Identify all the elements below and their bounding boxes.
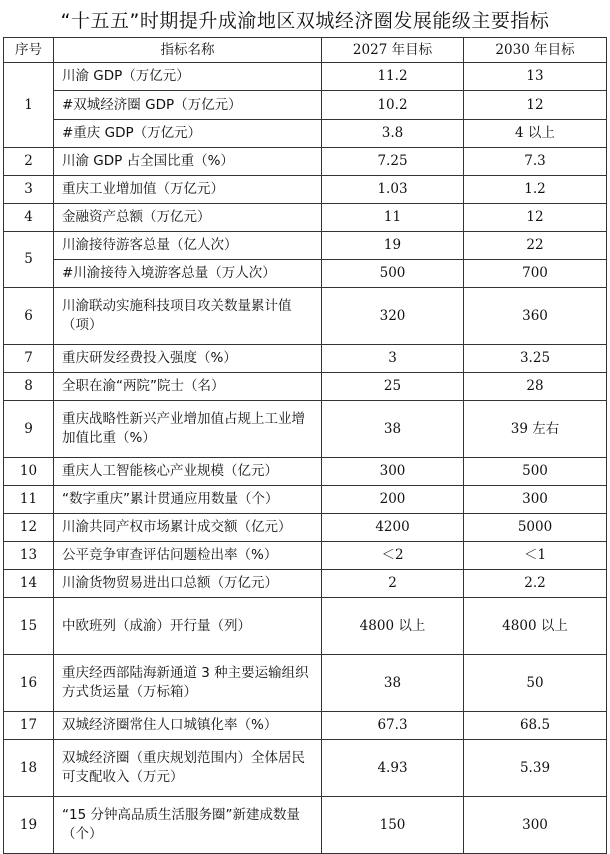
target-2030: 2.2 bbox=[464, 570, 607, 598]
row-index: 1 bbox=[4, 63, 54, 148]
indicator-name: 双城经济圈常住人口城镇化率（%） bbox=[54, 712, 322, 740]
target-2027: 300 bbox=[322, 458, 464, 486]
row-index: 16 bbox=[4, 655, 54, 712]
indicator-name: 川渝 GDP 占全国比重（%） bbox=[54, 148, 322, 176]
target-2027: 2 bbox=[322, 570, 464, 598]
row-index: 14 bbox=[4, 570, 54, 598]
indicator-name: #重庆 GDP（万亿元） bbox=[54, 120, 322, 148]
target-2030: 13 bbox=[464, 63, 607, 91]
header-2027-target: 2027 年目标 bbox=[322, 38, 464, 63]
indicator-name: 川渝共同产权市场累计成交额（亿元） bbox=[54, 514, 322, 542]
target-2027: 500 bbox=[322, 260, 464, 288]
target-2030: 22 bbox=[464, 232, 607, 260]
target-2027: 11 bbox=[322, 204, 464, 232]
table-row bbox=[4, 148, 607, 176]
target-2027: 320 bbox=[322, 288, 464, 345]
indicator-name: 双城经济圈（重庆规划范围内）全体居民可支配收入（万元） bbox=[54, 740, 322, 797]
target-2027: 67.3 bbox=[322, 712, 464, 740]
indicator-name: 重庆人工智能核心产业规模（亿元） bbox=[54, 458, 322, 486]
indicator-name: 全职在渝“两院”院士（名） bbox=[54, 373, 322, 401]
target-2030: 4 以上 bbox=[464, 120, 607, 148]
target-2030: 28 bbox=[464, 373, 607, 401]
table-row bbox=[4, 91, 607, 120]
indicator-name: #川渝接待入境游客总量（万人次） bbox=[54, 260, 322, 288]
target-2030: 300 bbox=[464, 486, 607, 514]
table-row bbox=[4, 570, 607, 598]
row-index: 2 bbox=[4, 148, 54, 176]
target-2030: ＜1 bbox=[464, 542, 607, 570]
table-row bbox=[4, 514, 607, 542]
target-2027: ＜2 bbox=[322, 542, 464, 570]
header-2030-target: 2030 年目标 bbox=[464, 38, 607, 63]
target-2027: 3.8 bbox=[322, 120, 464, 148]
indicator-name: 川渝货物贸易进出口总额（万亿元） bbox=[54, 570, 322, 598]
target-2030: 1.2 bbox=[464, 176, 607, 204]
table-row bbox=[4, 542, 607, 570]
row-index: 10 bbox=[4, 458, 54, 486]
table-row bbox=[4, 712, 607, 740]
table-row bbox=[4, 63, 607, 91]
indicator-name: “15 分钟高品质生活服务圈”新建成数量（个） bbox=[54, 797, 322, 854]
indicator-name: 重庆战略性新兴产业增加值占规上工业增加值比重（%） bbox=[54, 401, 322, 458]
table-body bbox=[4, 63, 607, 854]
target-2030: 7.3 bbox=[464, 148, 607, 176]
indicator-name: 重庆经西部陆海新通道 3 种主要运输组织方式货运量（万标箱） bbox=[54, 655, 322, 712]
indicator-name: 川渝接待游客总量（亿人次） bbox=[54, 232, 322, 260]
target-2027: 4200 bbox=[322, 514, 464, 542]
table-row bbox=[4, 740, 607, 797]
table-row bbox=[4, 260, 607, 288]
row-index: 4 bbox=[4, 204, 54, 232]
row-index: 17 bbox=[4, 712, 54, 740]
indicator-name: 重庆研发经费投入强度（%） bbox=[54, 345, 322, 373]
table-header-row bbox=[4, 38, 607, 63]
table-row bbox=[4, 486, 607, 514]
table-row bbox=[4, 345, 607, 373]
target-2030: 360 bbox=[464, 288, 607, 345]
target-2027: 1.03 bbox=[322, 176, 464, 204]
indicator-table bbox=[3, 37, 607, 854]
target-2027: 19 bbox=[322, 232, 464, 260]
row-index: 11 bbox=[4, 486, 54, 514]
row-index: 7 bbox=[4, 345, 54, 373]
row-index: 15 bbox=[4, 598, 54, 655]
target-2027: 7.25 bbox=[322, 148, 464, 176]
indicator-name: 川渝 GDP（万亿元） bbox=[54, 63, 322, 91]
target-2027: 4800 以上 bbox=[322, 598, 464, 655]
table-row bbox=[4, 232, 607, 260]
indicator-name: 重庆工业增加值（万亿元） bbox=[54, 176, 322, 204]
row-index: 18 bbox=[4, 740, 54, 797]
indicator-name: #双城经济圈 GDP（万亿元） bbox=[54, 91, 322, 120]
target-2027: 3 bbox=[322, 345, 464, 373]
table-row bbox=[4, 458, 607, 486]
row-index: 12 bbox=[4, 514, 54, 542]
table-row bbox=[4, 204, 607, 232]
header-indicator-name: 指标名称 bbox=[54, 38, 322, 63]
table-row bbox=[4, 401, 607, 458]
row-index: 13 bbox=[4, 542, 54, 570]
target-2027: 10.2 bbox=[322, 91, 464, 120]
table-row bbox=[4, 598, 607, 655]
target-2027: 150 bbox=[322, 797, 464, 854]
target-2030: 700 bbox=[464, 260, 607, 288]
header-index: 序号 bbox=[4, 38, 54, 63]
target-2030: 12 bbox=[464, 204, 607, 232]
target-2030: 500 bbox=[464, 458, 607, 486]
target-2030: 4800 以上 bbox=[464, 598, 607, 655]
target-2030: 50 bbox=[464, 655, 607, 712]
row-index: 8 bbox=[4, 373, 54, 401]
page-title: “十五五”时期提升成渝地区双城经济圈发展能级主要指标 bbox=[60, 10, 550, 32]
row-index: 9 bbox=[4, 401, 54, 458]
target-2030: 5.39 bbox=[464, 740, 607, 797]
target-2027: 38 bbox=[322, 401, 464, 458]
table-row bbox=[4, 655, 607, 712]
target-2030: 12 bbox=[464, 91, 607, 120]
target-2030: 68.5 bbox=[464, 712, 607, 740]
indicator-name: 川渝联动实施科技项目攻关数量累计值（项） bbox=[54, 288, 322, 345]
target-2027: 38 bbox=[322, 655, 464, 712]
row-index: 5 bbox=[4, 232, 54, 288]
target-2027: 11.2 bbox=[322, 63, 464, 91]
target-2030: 5000 bbox=[464, 514, 607, 542]
target-2027: 200 bbox=[322, 486, 464, 514]
target-2027: 25 bbox=[322, 373, 464, 401]
target-2030: 39 左右 bbox=[464, 401, 607, 458]
table-row bbox=[4, 797, 607, 854]
indicator-name: 公平竞争审查评估问题检出率（%） bbox=[54, 542, 322, 570]
target-2030: 300 bbox=[464, 797, 607, 854]
indicator-name: 中欧班列（成渝）开行量（列） bbox=[54, 598, 322, 655]
row-index: 3 bbox=[4, 176, 54, 204]
indicator-name: “数字重庆”累计贯通应用数量（个） bbox=[54, 486, 322, 514]
table-row bbox=[4, 176, 607, 204]
target-2027: 4.93 bbox=[322, 740, 464, 797]
table-row bbox=[4, 288, 607, 345]
table-row bbox=[4, 120, 607, 148]
row-index: 19 bbox=[4, 797, 54, 854]
table-row bbox=[4, 373, 607, 401]
row-index: 6 bbox=[4, 288, 54, 345]
target-2030: 3.25 bbox=[464, 345, 607, 373]
indicator-name: 金融资产总额（万亿元） bbox=[54, 204, 322, 232]
